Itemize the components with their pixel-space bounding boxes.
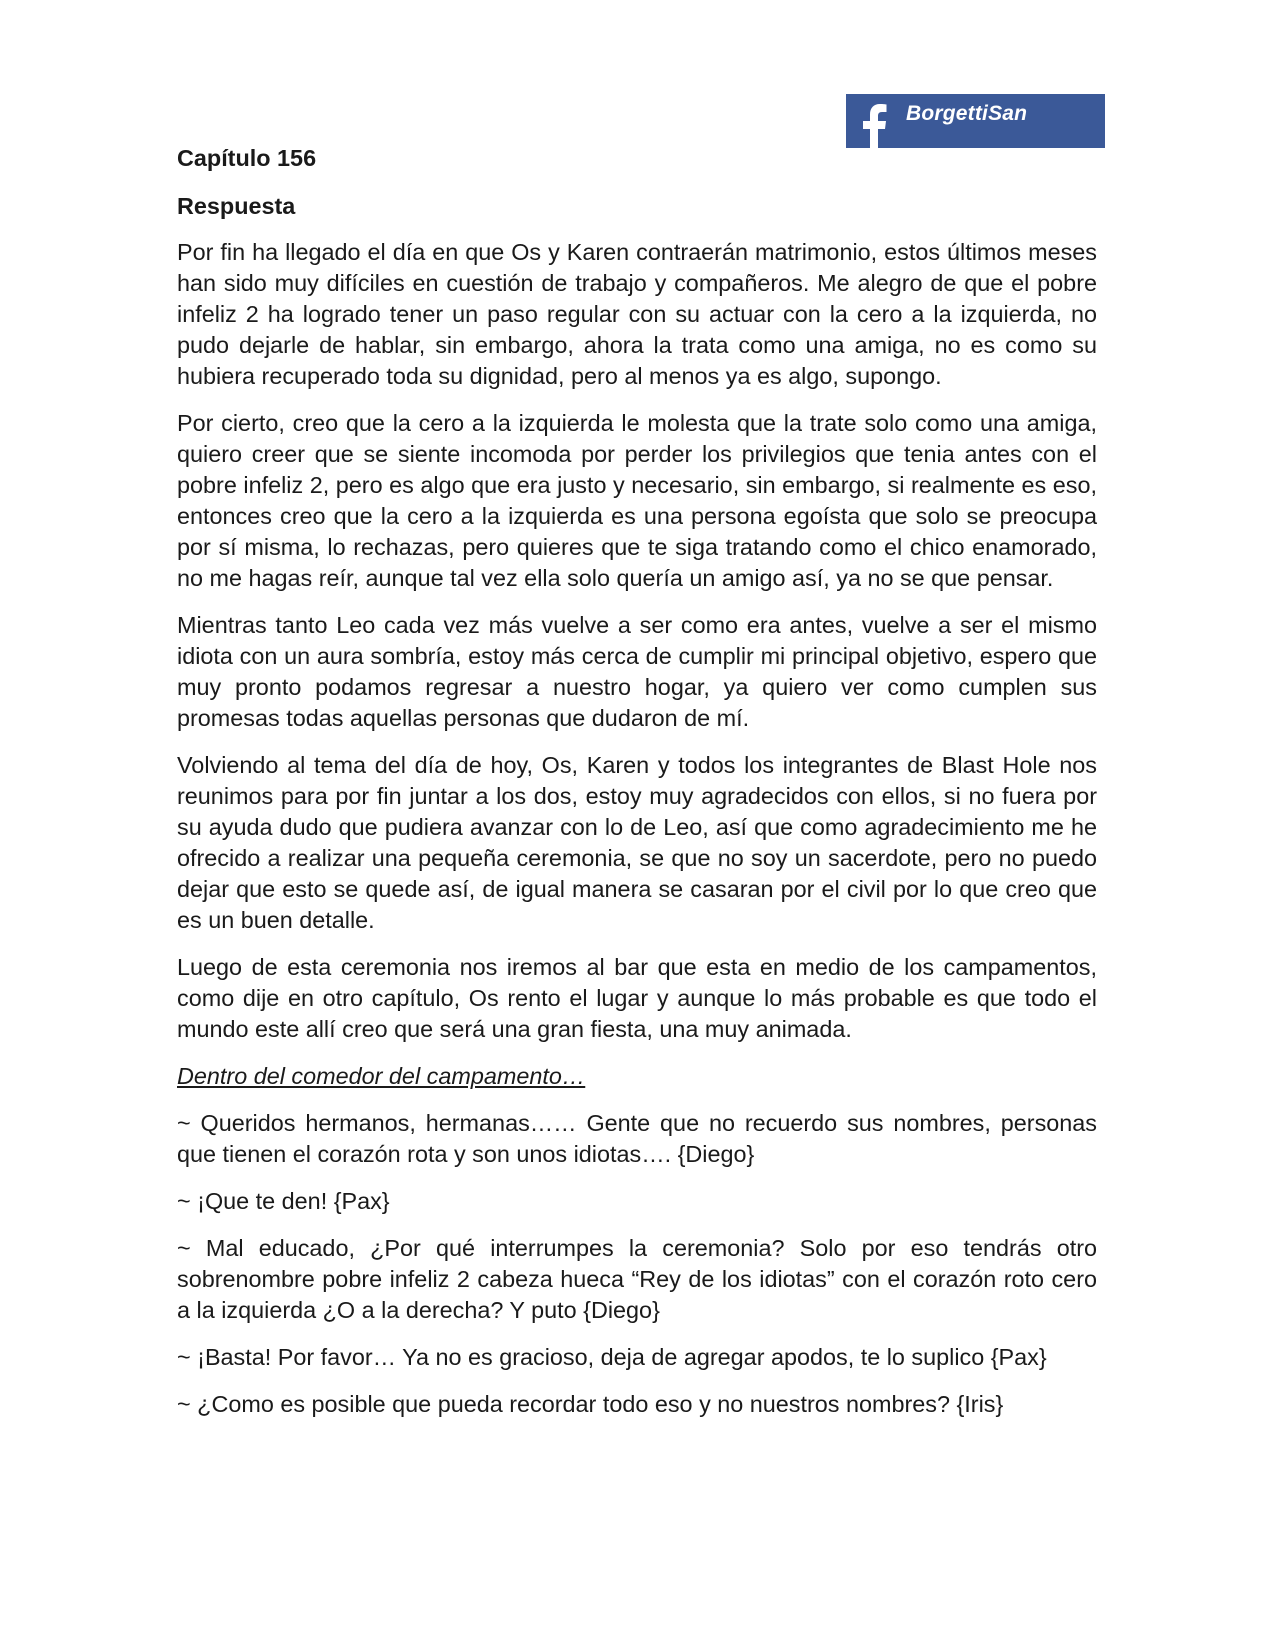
chapter-title: Capítulo 156 <box>177 145 317 171</box>
dialogue-line: ~ ¡Que te den! {Pax} <box>177 1188 390 1214</box>
paragraph: Por cierto, creo que la cero a la izquierda le molesta que la trate solo como una amiga, quiero creer que se siente incomoda por perder los privilegios que tenia antes con el pobre infeliz 2, pero es algo que era justo y necesario, sin embargo, si realmente es eso, entonces creo que la cero a la izquierda es una persona egoísta que solo se preocupa por sí misma, lo rechazas, pero quieres que te siga tratando como el chico enamorado, no me hagas reír, aunque tal vez ella solo quería un amigo así, ya no se que pensar. <box>177 410 1097 591</box>
paragraph: Mientras tanto Leo cada vez más vuelve a ser como era antes, vuelve a ser el mismo idiota con un aura sombría, estoy más cerca de cumplir mi principal objetivo, espero que muy pronto podamos regresar a nuestro hogar, ya quiero ver como cumplen sus promesas todas aquellas personas que dudaron de mí. <box>177 612 1097 731</box>
section-title: Respuesta <box>177 193 296 219</box>
dialogue-line: ~ Queridos hermanos, hermanas…… Gente que no recuerdo sus nombres, personas que tienen el corazón rota y son unos idiotas…. {Diego} <box>177 1110 1097 1167</box>
dialogue-line: ~ Mal educado, ¿Por qué interrumpes la ceremonia? Solo por eso tendrás otro sobrenombre pobre infeliz 2 cabeza hueca “Rey de los idiotas” con el corazón roto cero a la izquierda ¿O a la derecha? Y puto {Diego} <box>177 1235 1097 1323</box>
badge-name: BorgettiSan <box>906 102 1028 125</box>
dialogue-line: ~ ¡Basta! Por favor… Ya no es gracioso, deja de agregar apodos, te lo suplico {Pax} <box>177 1344 1047 1370</box>
dialogue-line: ~ ¿Como es posible que pueda recordar todo eso y no nuestros nombres? {Iris} <box>177 1391 1004 1417</box>
facebook-icon <box>846 94 902 148</box>
paragraph: Volviendo al tema del día de hoy, Os, Karen y todos los integrantes de Blast Hole nos reunimos para por fin juntar a los dos, estoy muy agradecidos con ellos, si no fuera por su ayuda dudo que pudiera avanzar con lo de Leo, así que como agradecimiento me he ofrecido a realizar una pequeña ceremonia, se que no soy un sacerdote, pero no puedo dejar que esto se quede así, de igual manera se casaran por el civil por lo que creo que es un buen detalle. <box>177 752 1097 933</box>
paragraph: Por fin ha llegado el día en que Os y Karen contraerán matrimonio, estos últimos meses han sido muy difíciles en cuestión de trabajo y compañeros. Me alegro de que el pobre infeliz 2 ha logrado tener un paso regular con su actuar con la cero a la izquierda, no pudo dejarle de hablar, sin embargo, ahora la trata como una amiga, no es como su hubiera recuperado toda su dignidad, pero al menos ya es algo, supongo. <box>177 239 1097 389</box>
facebook-badge[interactable] <box>846 94 1105 148</box>
paragraph: Luego de esta ceremonia nos iremos al bar que esta en medio de los campamentos, como dije en otro capítulo, Os rento el lugar y aunque lo más probable es que todo el mundo este allí creo que será una gran fiesta, una muy animada. <box>177 954 1097 1042</box>
document-body <box>177 143 1097 1436</box>
scene-heading: Dentro del comedor del campamento… <box>177 1063 586 1089</box>
